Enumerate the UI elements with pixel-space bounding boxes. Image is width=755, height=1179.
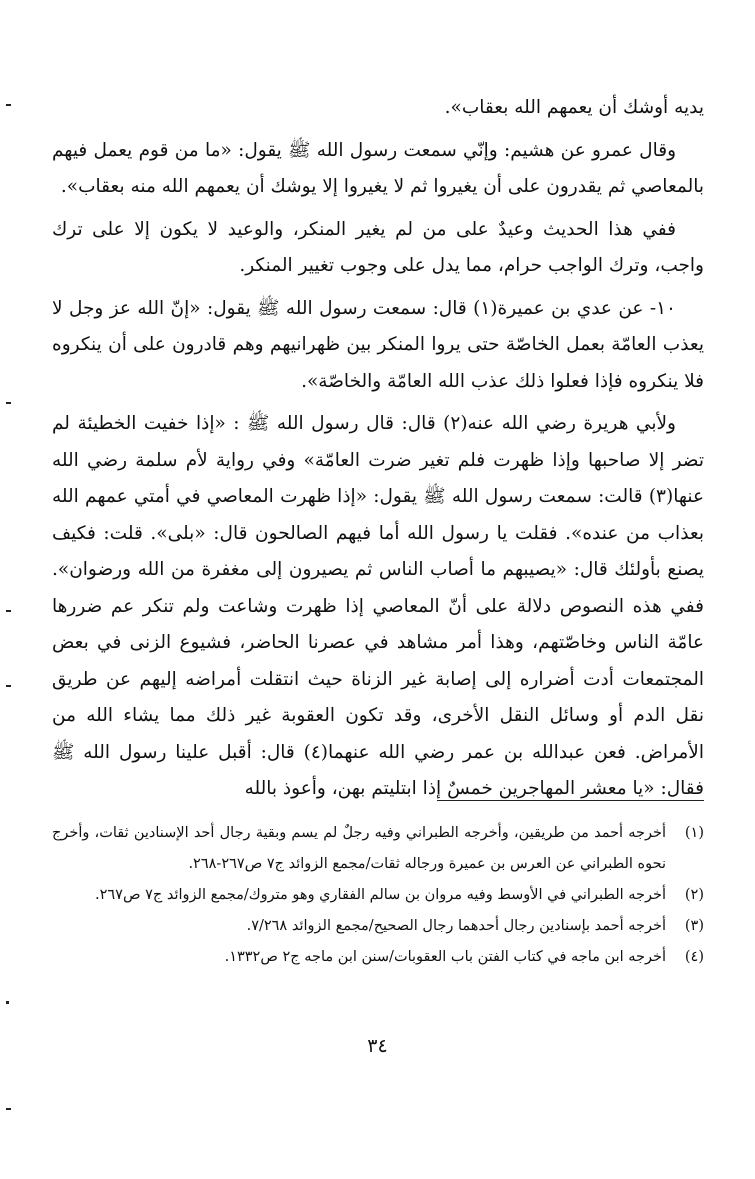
paragraph-2: وقال عمرو عن هشيم: وإنّي سمعت رسول الله ﷺ يقول: «ما من قوم يعمل فيهم بالمعاصي ثم يقدرون على أن يغيروا ثم لا يغيروا إلا يوشك أن يعمهم الله منه بعقاب».	[52, 139, 704, 197]
scan-edge-mark	[6, 1001, 9, 1004]
footnote-separator	[437, 800, 704, 801]
paragraph-5: ولأبي هريرة رضي الله عنه(٢) قال: قال رسول الله ﷺ : «إذا خفيت الخطيئة لم تضر إلا صاحبها وإذا ظهرت فلم تغير ضرت العامّة» وفي رواية لأم سلمة رضي الله عنها(٣) قالت: سمعت رسول الله ﷺ يقول: «إذا ظهرت المعاصي في أمتي عمهم الله بعذاب من عنده». فقلت يا رسول الله أما فيهم الصالحون قال: «بلى». قلت: فكيف يصنع بأولئك قال: «يصيبهم ما أصاب الناس ثم يصيرون إلى مغفرة من الله ورضوان». ففي هذه النصوص دلالة على أنّ المعاصي إذا ظهرت وشاعت ولم تنكر عم ضررها عامّة الناس وخاصّتهم، وهذا أمر مشاهد في عصرنا الحاضر، فشيوع الزنى في بعض المجتمعات أدت أضراره إلى إصابة غير الزناة حيث انتقلت أمراضه إليهم عن طريق نقل الدم أو وسائل النقل الأخرى، وقد تكون العقوبة غير ذلك مما يشاء الله من الأمراض. فعن عبدالله بن عمر رضي الله عنهما(٤) قال: أقبل علينا رسول الله ﷺ فقال: «يا معشر المهاجرين خمسٌ إذا ابتليتم بهن، وأعوذ بالله	[52, 413, 704, 799]
footnote-text: أخرجه ابن ماجه في كتاب الفتن باب العقوبات/سنن ابن ماجه ج٢ ص١٣٣٢.	[224, 949, 666, 965]
footnote-text: أخرجه أحمد من طريقين، وأخرجه الطبراني وفيه رجلٌ لم يسم وبقية رجال أحد الإسنادين ثقات، وأخرج نحوه الطبراني عن العرس بن عميرة ورجاله ثقات/مجمع الزوائد ج٧ ص٢٦٧-٢٦٨.	[52, 825, 666, 872]
footnote-item	[52, 880, 704, 911]
scan-edge-mark	[6, 685, 11, 687]
footnote-item	[52, 818, 704, 880]
footnote-number: (٢)	[684, 887, 704, 903]
footnote-text: أخرجه أحمد بإسنادين رجال أحدهما رجال الصحيح/مجمع الزوائد ٧/٢٦٨.	[246, 918, 666, 934]
footnote-item	[52, 911, 704, 942]
footnote-number: (٣)	[684, 918, 704, 934]
footnote-number: (٤)	[684, 949, 704, 965]
scan-edge-mark	[6, 610, 11, 612]
paragraph-4: ١٠- عن عدي بن عميرة(١) قال: سمعت رسول الله ﷺ يقول: «إنّ الله عز وجل لا يعذب العامّة بعمل الخاصّة حتى يروا المنكر بين ظهرانيهم وهم قادرون على أن ينكروه فلا ينكروه فإذا فعلوا ذلك عذب الله العامّة والخاصّة».	[52, 297, 704, 392]
paragraph-1: يديه أوشك أن يعمهم الله بعقاب».	[444, 97, 704, 118]
page-number: ٣٤	[367, 1035, 388, 1057]
main-text	[52, 90, 704, 814]
footnote-text: أخرجه الطبراني في الأوسط وفيه مروان بن سالم الفقاري وهو متروك/مجمع الزوائد ج٧ ص٢٦٧.	[94, 887, 666, 903]
footnotes	[52, 818, 704, 973]
scan-edge-mark	[6, 104, 11, 106]
footnote-number: (١)	[684, 825, 704, 841]
footnote-item	[52, 942, 704, 973]
scan-edge-mark	[6, 1108, 11, 1110]
scan-edge-mark	[6, 402, 11, 404]
paragraph-3: ففي هذا الحديث وعيدٌ على من لم يغير المنكر، والوعيد لا يكون إلا على ترك واجب، وترك الواجب حرام، مما يدل على وجوب تغيير المنكر.	[52, 218, 704, 276]
